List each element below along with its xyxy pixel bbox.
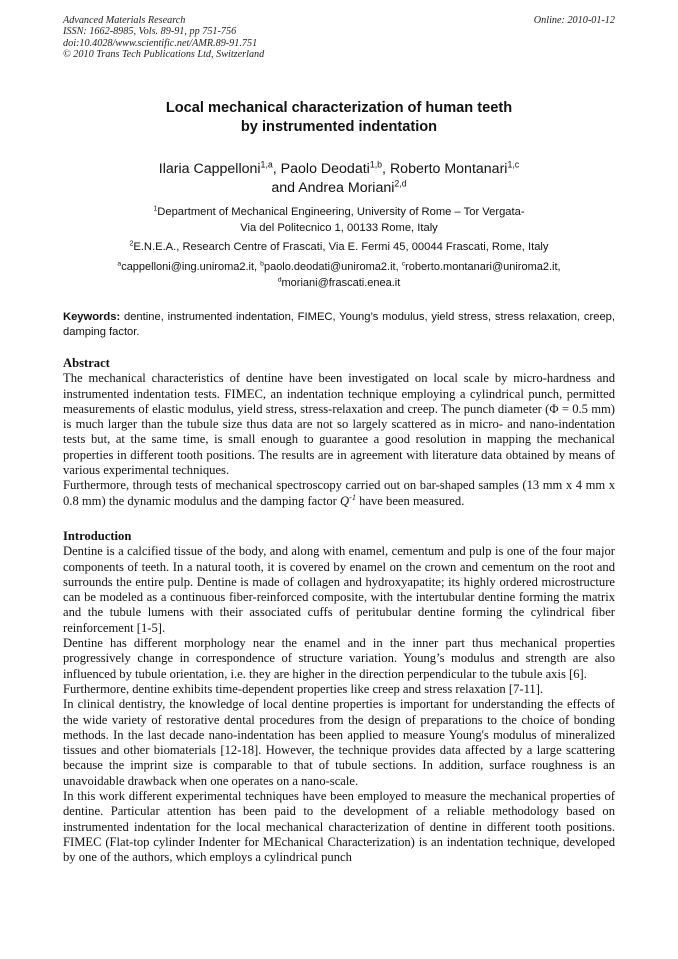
author-affiliation-mark: 2,d: [394, 177, 407, 188]
journal-doi: doi:10.4028/www.scientific.net/AMR.89-91.751: [63, 37, 258, 49]
affiliation-2: [63, 240, 615, 256]
abstract-paragraph-1: The mechanical characteristics of dentine have been investigated on local scale by micro-hardness and instrumented indentation tests. FIMEC, an indentation technique employing a cylindrical punch, permitted measurements of elastic modulus, yield stress, stress-relaxation and creep. The punch diameter (Φ = 0.5 mm) is much larger than the tubule size thus data are not so largely scattered as in micro- and nano-indentation tests but, at the same time, is small enough to guarantee a good resolution in mapping the mechanical properties in different tooth positions. The results are in agreement with literature data obtained by means of various experimental techniques.: [63, 371, 615, 478]
affiliation-mark: 1: [153, 205, 158, 213]
abstract-heading: Abstract: [63, 356, 110, 370]
author-list: [63, 160, 615, 197]
keywords-label: Keywords:: [63, 311, 121, 323]
introduction-paragraph: In this work different experimental techniques have been employed to measure the mechanical properties of dentine. Particular attention has been paid to the development of a reliable methodology based on instrumented indentation for the local mechanical characterization of dentine in different tooth positions. FIMEC (Flat-top cylinder Indenter for MEchanical Characterization) is an indentation technique, developed by one of the authors, which employs a cylindrical punch: [63, 789, 615, 865]
paper-title: [63, 99, 615, 137]
q-symbol: Q: [340, 493, 350, 508]
abstract-text: have been measured.: [355, 493, 465, 508]
title-line-1: Local mechanical characterization of human teeth: [165, 100, 513, 116]
author-name: Paolo Deodati: [280, 161, 370, 177]
author-name: Roberto Montanari: [389, 161, 508, 177]
introduction-paragraph: Dentine is a calcified tissue of the body, and along with enamel, cementum and pulp is one of the four major components of teeth. In a natural tooth, it is covered by enamel on the crown and cementum on the root and surrounds the entire pulp. Dentine is made of collagen and hydroxyapatite; its highly ordered microstructure can be modeled as a continuous fiber-reinforced composite, with the intertubular dentine forming the matrix and the tubule lumens with their associated cuffs of peritubular dentine forming the cylindrical fiber reinforcement [1-5].: [63, 544, 615, 635]
online-date: Online: 2010-01-12: [533, 15, 615, 26]
abstract-text: Furthermore, through tests of mechanical spectroscopy carried out on bar-shaped samples (13 mm x 4 mm x 0.8 mm) the dynamic modulus and the damping factor: [63, 478, 615, 508]
email-link[interactable]: moriani@frascati.enea.it: [281, 276, 401, 289]
affiliation-text: E.N.E.A., Research Centre of Frascati, Via E. Fermi 45, 00044 Frascati, Rome, Italy: [133, 241, 549, 253]
author-affiliation-mark: 1,b: [369, 159, 383, 170]
author-separator: ,: [272, 161, 281, 177]
keywords: [63, 310, 615, 341]
email-link[interactable]: cappelloni@ing.uniroma2.it,: [121, 261, 261, 273]
author-line-2: [63, 179, 615, 198]
author-separator: ,: [382, 161, 390, 177]
email-link[interactable]: roberto.montanari@uniroma2.it,: [405, 261, 561, 273]
email-mark: a: [117, 260, 122, 268]
email-mark: d: [277, 275, 282, 283]
email-link[interactable]: paolo.deodati@uniroma2.it,: [263, 261, 402, 273]
journal-header: [63, 15, 615, 61]
affiliation-1: [63, 205, 615, 236]
introduction-paragraph: In clinical dentistry, the knowledge of local dentine properties is important for understanding the effects of the wide variety of restorative dental procedures from the design of preparations to the choice of bonding methods. In the last decade nano-indentation has been applied to measure Young's modulus of mineralized tissues and other biomaterials [12-18]. However, the technique provides data affected by a large scattering because the imprint size is comparable to that of tubule sections. In addition, surface roughness is an unavoidable drawback when one operates on a nano-scale.: [63, 697, 615, 788]
abstract-section: [63, 356, 615, 509]
introduction-paragraph: Dentine has different morphology near the enamel and in the inner part thus mechanical properties progressively change in correspondence of structure variation. Young’s modulus and strength are also influenced by tubule orientation, i.e. they are higher in the direction perpendicular to the tubule axis [6].: [63, 636, 615, 681]
abstract-paragraph-2: [63, 478, 615, 509]
affiliation-1-line-1: [63, 205, 615, 221]
email-mark: c: [401, 260, 406, 268]
keywords-text: dentine, instrumented indentation, FIMEC, Young’s modulus, yield stress, stress relaxation, creep, damping factor.: [63, 311, 615, 339]
author-conjunction: and: [271, 179, 299, 196]
author-line-1: [63, 160, 615, 179]
author-emails: [63, 260, 615, 291]
q-exponent: -1: [349, 492, 356, 502]
introduction-paragraph: Furthermore, dentine exhibits time-dependent properties like creep and stress relaxation [7-11].: [63, 681, 544, 696]
author-affiliation-mark: 1,a: [260, 159, 273, 170]
email-mark: b: [260, 260, 264, 268]
author-name: Andrea Moriani: [298, 179, 395, 196]
affiliation-text: Department of Mechanical Engineering, University of Rome – Tor Vergata-: [157, 206, 525, 218]
journal-copyright: © 2010 Trans Tech Publications Ltd, Switzerland: [63, 49, 265, 61]
author-name: Ilaria Cappelloni: [158, 161, 261, 177]
email-line-1: [63, 260, 615, 276]
introduction-heading: Introduction: [63, 529, 132, 543]
title-line-2: by instrumented indentation: [240, 119, 438, 135]
introduction-section: [63, 529, 615, 866]
affiliation-mark: 2: [129, 240, 134, 248]
journal-issn: ISSN: 1662-8985, Vols. 89-91, pp 751-756: [63, 26, 237, 38]
damping-factor-symbol: [340, 494, 356, 508]
affiliation-1-line-2: Via del Politecnico 1, 00133 Rome, Italy: [240, 221, 438, 234]
author-affiliation-mark: 1,c: [507, 159, 520, 170]
journal-name: Advanced Materials Research: [63, 15, 186, 26]
email-line-2: [63, 276, 615, 292]
